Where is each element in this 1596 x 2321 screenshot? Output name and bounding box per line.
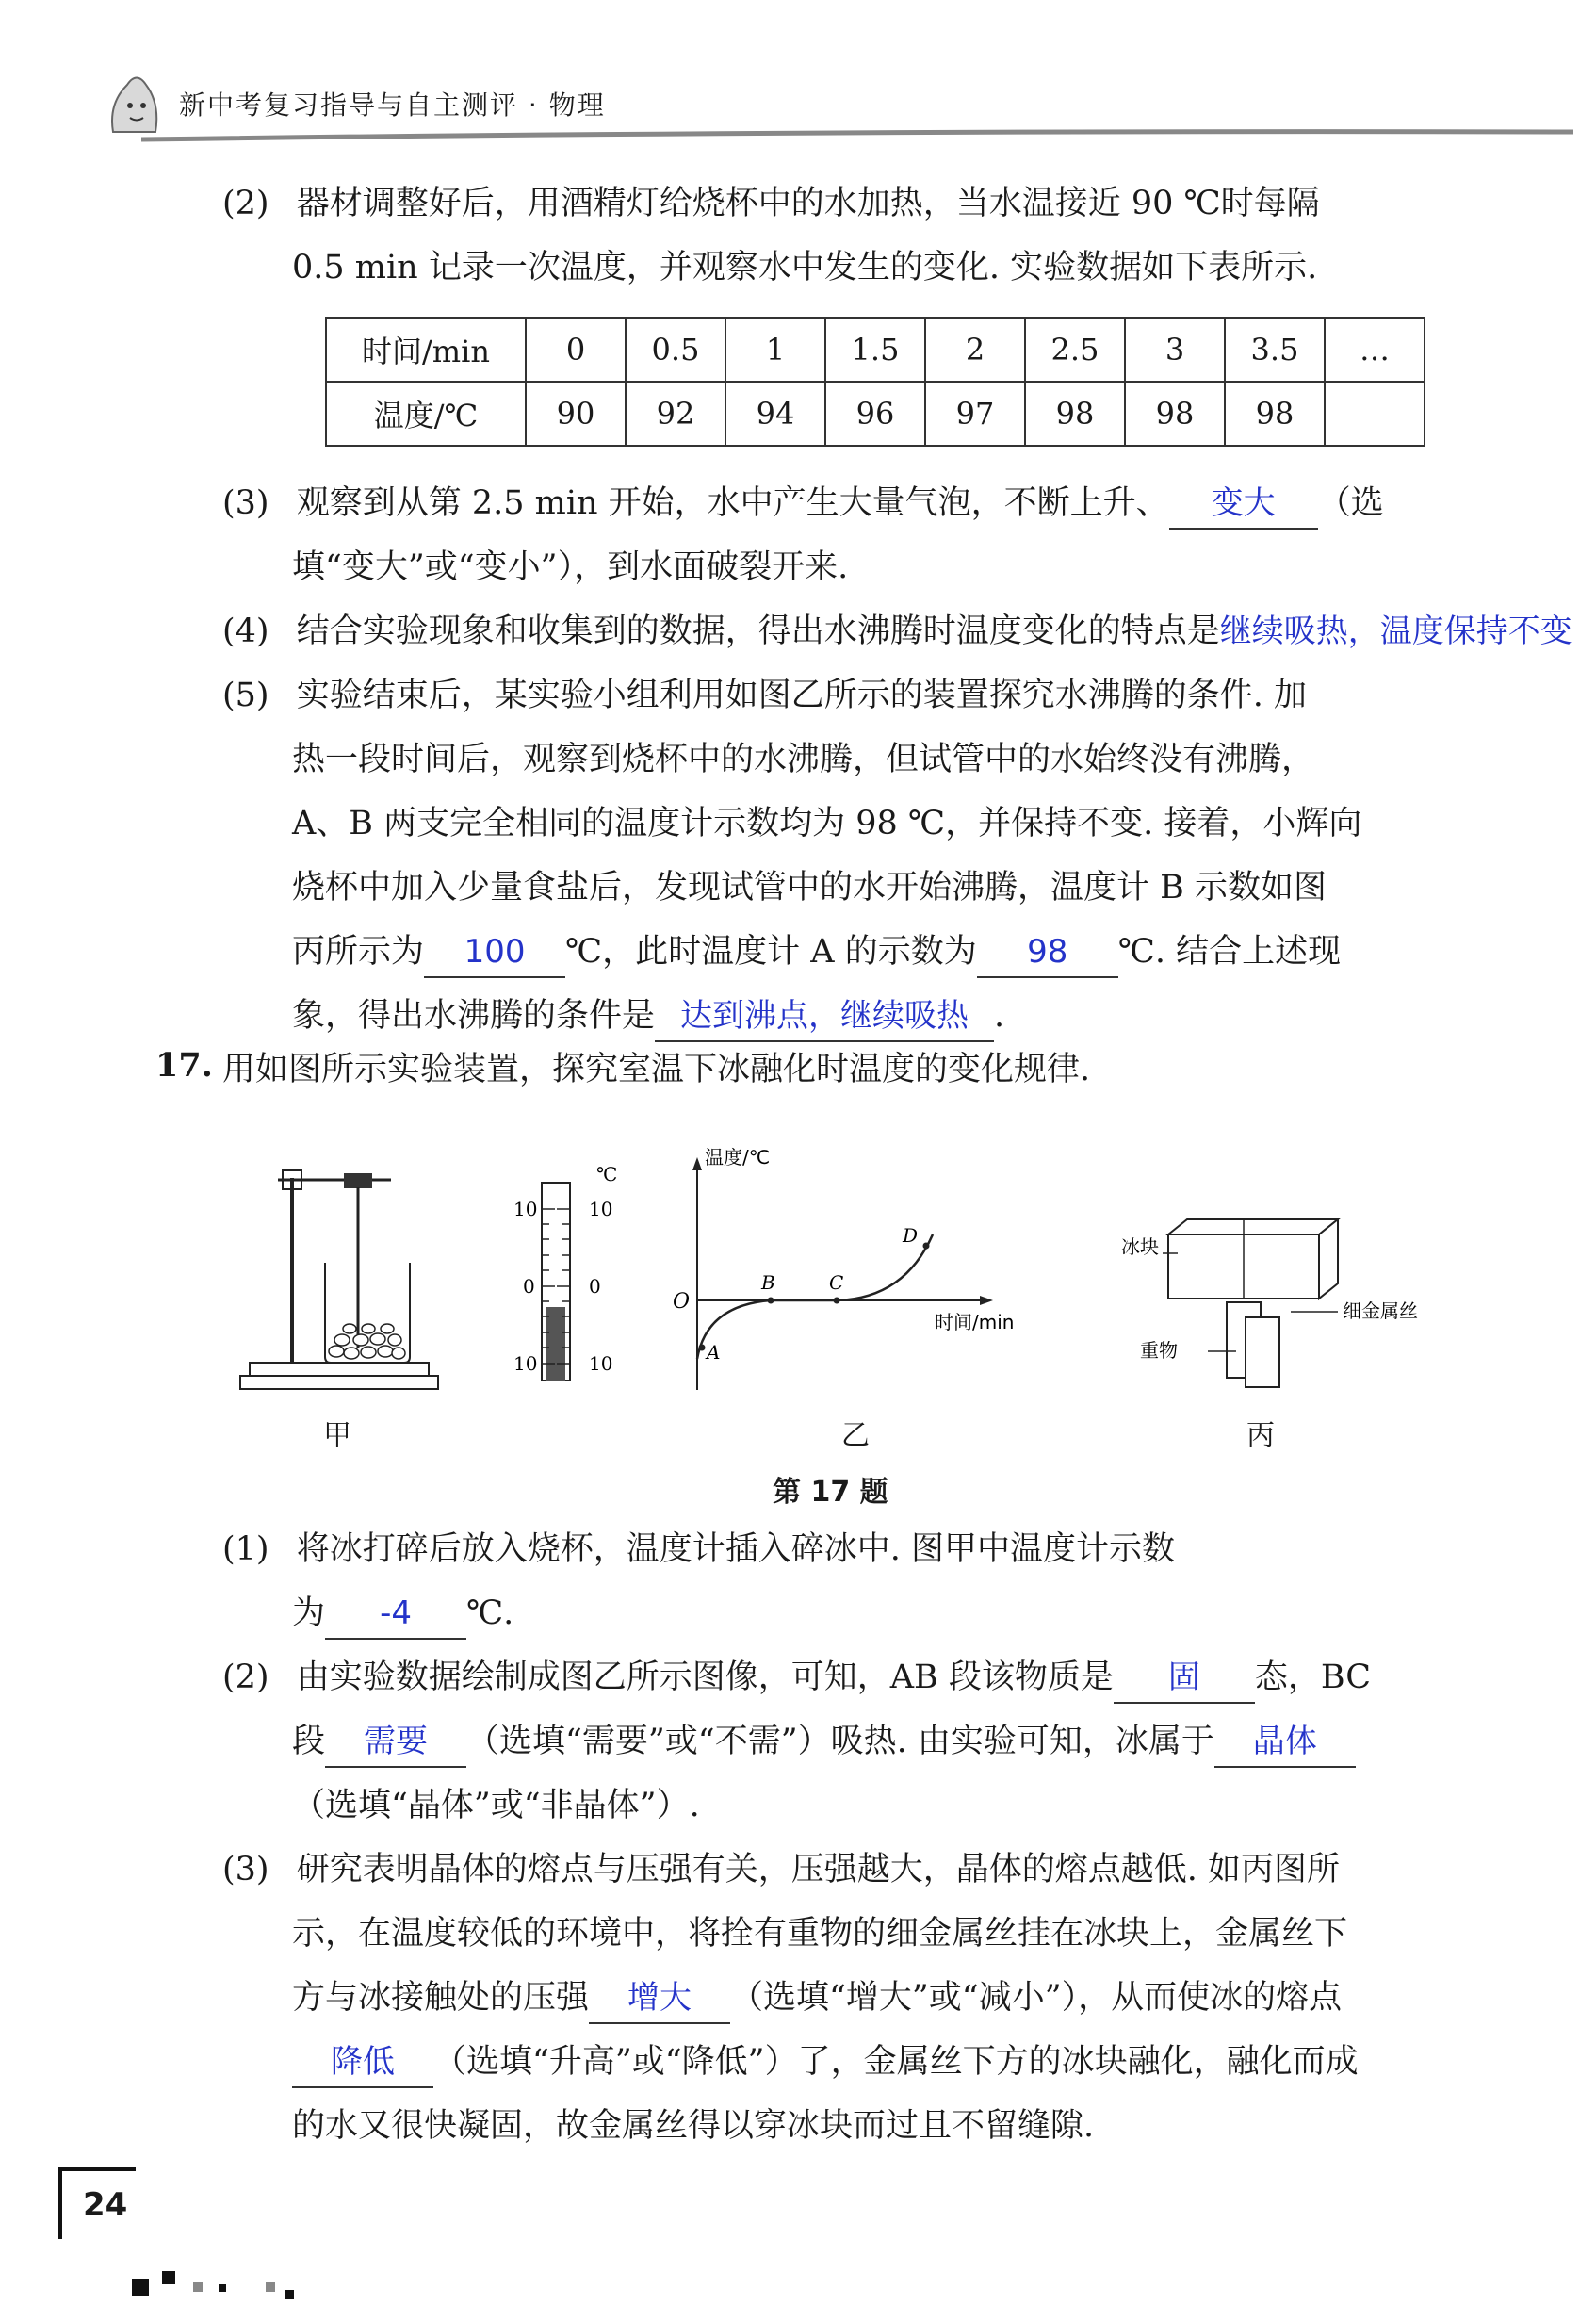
table-cell: 3.5 xyxy=(1225,318,1325,382)
q17-p3-l2: 示，在温度较低的环境中，将拴有重物的细金属丝挂在冰块上，金属丝下 xyxy=(292,1915,1348,1953)
q17-p2-l1a: 由实验数据绘制成图乙所示图像，可知，AB 段该物质是 xyxy=(296,1659,1114,1696)
thermometer-figure xyxy=(476,1164,636,1390)
point-label: D xyxy=(903,1224,919,1247)
q16-part2 xyxy=(222,172,1438,300)
q16-part3 xyxy=(222,471,1438,599)
q17-p2-l3: （选填“晶体”或“非晶体”）. xyxy=(292,1787,700,1824)
table-cell xyxy=(1325,382,1425,446)
therm-tick: 10 xyxy=(513,1198,538,1220)
figure-caption: 第 17 题 xyxy=(773,1476,888,1509)
ice-label: 冰块 xyxy=(1121,1235,1159,1258)
header-rule xyxy=(141,128,1573,147)
q16-p5-l5b: ℃，此时温度计 A 的示数为 xyxy=(565,933,977,971)
table-cell: 97 xyxy=(925,382,1025,446)
wire-label: 细金属丝 xyxy=(1343,1299,1418,1322)
label-4: (4) xyxy=(222,613,269,650)
table-cell: 1 xyxy=(725,318,825,382)
q16-p3-c: 填“变大”或“变小”），到水面破裂开来. xyxy=(292,548,849,586)
graph-x-label: 时间/min xyxy=(935,1311,1015,1333)
q16-p5-l2: 热一段时间后，观察到烧杯中的水沸腾，但试管中的水始终没有沸腾， xyxy=(292,741,1315,778)
point-label: B xyxy=(761,1271,775,1294)
therm-unit: ℃ xyxy=(596,1164,618,1185)
table-cell: 94 xyxy=(725,382,825,446)
answer-blank: 继续吸热，温度保持不变 xyxy=(1219,613,1572,650)
table-cell: 0 xyxy=(526,318,626,382)
answer-blank: -4 xyxy=(325,1589,466,1640)
label-1: (1) xyxy=(222,1530,269,1568)
q16-p3-a: 观察到从第 2.5 min 开始，水中产生大量气泡，不断上升、 xyxy=(296,484,1169,522)
therm-tick: 0 xyxy=(523,1275,535,1298)
table-cell: 3 xyxy=(1125,318,1225,382)
answer-blank: 增大 xyxy=(589,1973,730,2024)
therm-tick: 10 xyxy=(589,1198,613,1220)
answer-blank: 100 xyxy=(424,927,565,978)
label-3: (3) xyxy=(222,484,269,522)
q17-p2-l2b: （选填“需要”或“不需”）吸热. 由实验可知，冰属于 xyxy=(466,1723,1214,1760)
table-cell: 时间/min xyxy=(326,318,526,382)
q16-p5-l6a: 象，得出水沸腾的条件是 xyxy=(292,997,656,1035)
table-cell: 96 xyxy=(825,382,925,446)
q16-part4 xyxy=(222,599,1579,663)
weight-label: 重物 xyxy=(1140,1339,1178,1362)
figure-bing-ice xyxy=(1121,1206,1460,1395)
page-header xyxy=(104,66,1573,151)
table-cell: 98 xyxy=(1225,382,1325,446)
table-cell: 92 xyxy=(626,382,725,446)
therm-tick: 0 xyxy=(589,1275,601,1298)
q16-p5-l5c: ℃. 结合上述现 xyxy=(1117,933,1342,971)
table-cell: 温度/℃ xyxy=(326,382,526,446)
decor-square xyxy=(219,2284,226,2292)
q16-p5-l1: 实验结束后，某实验小组利用如图乙所示的装置探究水沸腾的条件. 加 xyxy=(296,677,1307,714)
figure-label-jia: 甲 xyxy=(323,1419,351,1452)
figure-label-yi: 乙 xyxy=(841,1419,870,1452)
q17-p2-l2a: 段 xyxy=(292,1723,326,1760)
label-2: (2) xyxy=(222,1659,269,1696)
header-title: 新中考复习指导与自主测评 · 物理 xyxy=(179,90,606,121)
q17-p1-l1: 将冰打碎后放入烧杯，温度计插入碎冰中. 图甲中温度计示数 xyxy=(296,1530,1175,1568)
page-number-box xyxy=(58,2167,136,2239)
table-cell: 1.5 xyxy=(825,318,925,382)
q17-p3-l5: 的水又很快凝固，故金属丝得以穿冰块而过且不留缝隙. xyxy=(292,2107,1095,2145)
table-row xyxy=(326,318,1425,382)
answer-blank: 降低 xyxy=(292,2037,433,2088)
q16-p5-l4: 烧杯中加入少量食盐后，发现试管中的水开始沸腾，温度计 B 示数如图 xyxy=(292,869,1327,907)
q17-p3-l4b: （选填“升高”或“降低”）了，金属丝下方的冰块融化，融化而成 xyxy=(433,2043,1359,2081)
answer-blank: 晶体 xyxy=(1214,1717,1356,1768)
point-label: A xyxy=(707,1341,721,1364)
decor-square xyxy=(193,2282,203,2292)
label-2: (2) xyxy=(222,185,269,222)
figure-jia-apparatus xyxy=(231,1159,448,1395)
q17-p2-l1b: 态，BC xyxy=(1254,1659,1371,1696)
table-row xyxy=(326,382,1425,446)
table-cell: … xyxy=(1325,318,1425,382)
table-cell: 2.5 xyxy=(1025,318,1125,382)
q17-p1-l2a: 为 xyxy=(292,1594,326,1632)
q16-p3-b: （选 xyxy=(1317,484,1384,522)
q16-part5 xyxy=(222,663,1438,1048)
page-number: 24 xyxy=(83,2186,128,2224)
q16-p5-l6b: . xyxy=(994,997,1005,1035)
table-cell: 0.5 xyxy=(626,318,725,382)
decor-square xyxy=(132,2279,149,2296)
graph-yi xyxy=(660,1140,1065,1404)
point-label: O xyxy=(673,1290,691,1314)
answer-blank: 需要 xyxy=(325,1717,466,1768)
table-cell: 98 xyxy=(1025,382,1125,446)
q17-stem: 用如图所示实验装置，探究室温下冰融化时温度的变化规律. xyxy=(222,1051,1091,1088)
q17-p3-l1: 研究表明晶体的熔点与压强有关，压强越大，晶体的熔点越低. 如丙图所 xyxy=(296,1851,1340,1888)
q17-p1-l2b: ℃. xyxy=(466,1594,514,1632)
label-3: (3) xyxy=(222,1851,269,1888)
q17-p3-l3b: （选填“增大”或“减小”），从而使冰的熔点 xyxy=(730,1979,1343,2017)
therm-tick: 10 xyxy=(589,1352,613,1375)
answer-blank: 变大 xyxy=(1169,479,1318,530)
answer-blank: 达到沸点，继续吸热 xyxy=(655,991,994,1042)
q17-part1 xyxy=(222,1517,1438,1645)
q17-p3-l3a: 方与冰接触处的压强 xyxy=(292,1979,590,2017)
q16-p4-a: 结合实验现象和收集到的数据，得出水沸腾时温度变化的特点是 xyxy=(296,613,1220,650)
answer-blank: 98 xyxy=(977,927,1118,978)
q16-p2-line1: 器材调整好后，用酒精灯给烧杯中的水加热，当水温接近 90 ℃时每隔 xyxy=(296,185,1320,222)
q17-part3 xyxy=(222,1838,1438,2158)
q17-part2 xyxy=(222,1645,1438,1838)
table-cell: 98 xyxy=(1125,382,1225,446)
q16-p5-l3: A、B 两支完全相同的温度计示数均为 98 ℃，并保持不变. 接着，小辉向 xyxy=(292,805,1362,842)
q17-number: 17. xyxy=(155,1046,213,1085)
graph-y-label: 温度/℃ xyxy=(705,1146,771,1169)
therm-tick: 10 xyxy=(513,1352,538,1375)
table-cell: 2 xyxy=(925,318,1025,382)
data-table xyxy=(325,317,1425,447)
table-cell: 90 xyxy=(526,382,626,446)
answer-blank: 固 xyxy=(1114,1653,1255,1704)
decor-square xyxy=(285,2290,294,2299)
q16-p5-l5a: 丙所示为 xyxy=(292,933,425,971)
q16-p2-line2: 0.5 min 记录一次温度，并观察水中发生的变化. 实验数据如下表所示. xyxy=(292,249,1318,286)
decor-square xyxy=(162,2271,175,2284)
figure-label-bing: 丙 xyxy=(1246,1419,1275,1452)
label-5: (5) xyxy=(222,677,269,714)
point-label: C xyxy=(829,1271,844,1294)
decor-square xyxy=(266,2282,275,2292)
